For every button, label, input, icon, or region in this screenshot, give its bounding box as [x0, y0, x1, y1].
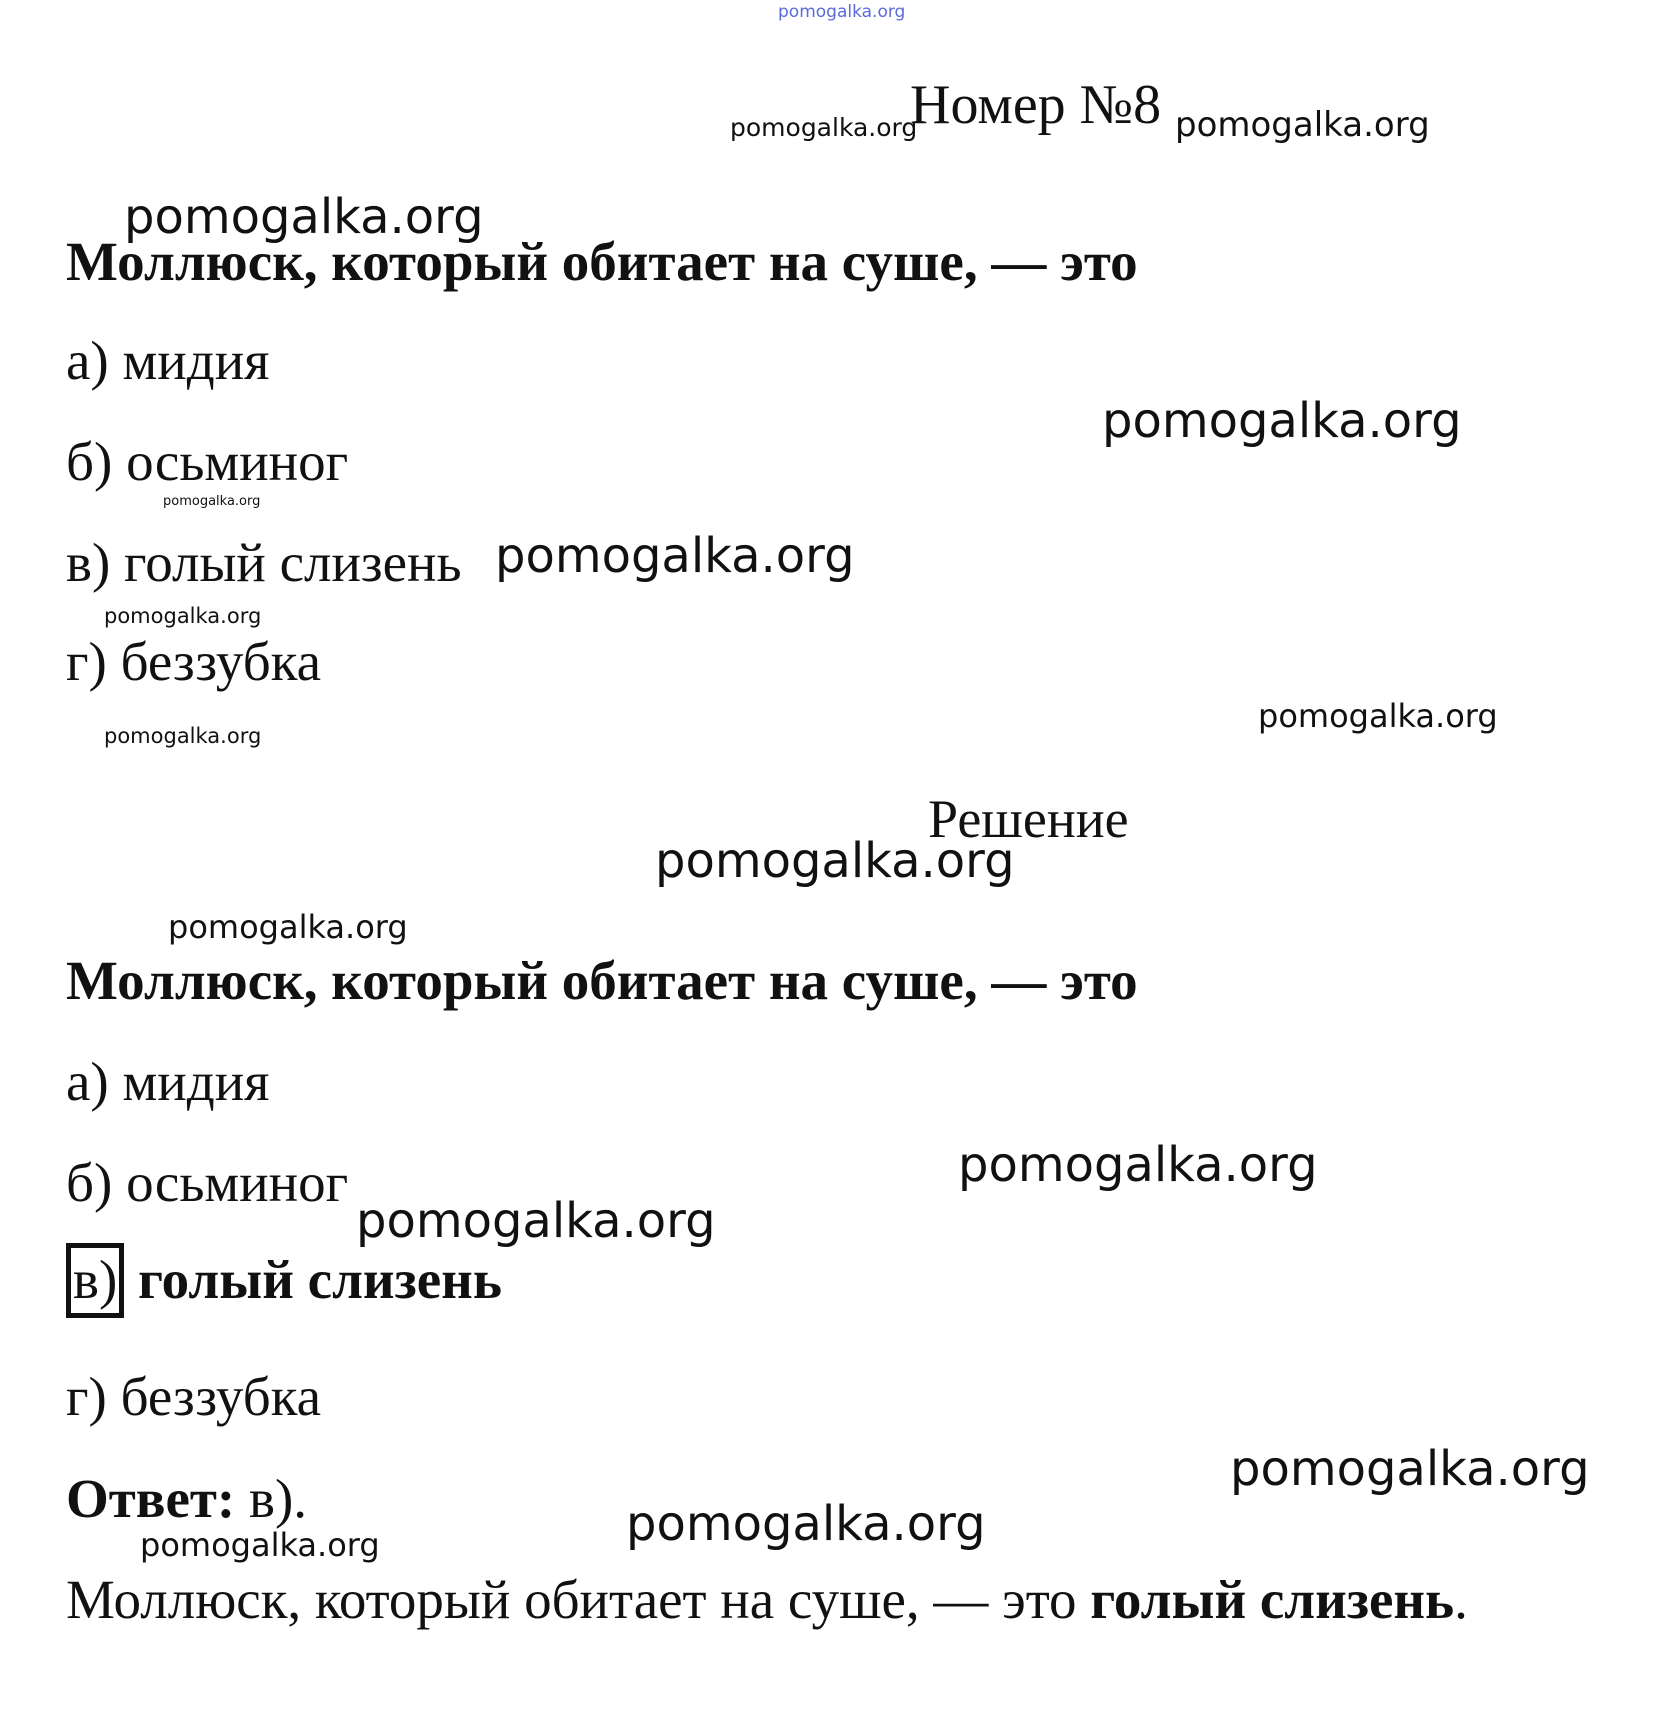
option-text: голый слизень — [138, 1249, 502, 1310]
watermark: pomogalka.org — [140, 1526, 380, 1564]
option-letter: в) — [66, 532, 111, 593]
watermark: pomogalka.org — [730, 113, 918, 142]
watermark: pomogalka.org — [655, 833, 1015, 889]
solution-option-a — [66, 1051, 270, 1112]
option-text: беззубка — [120, 1366, 321, 1427]
option-d — [66, 631, 321, 692]
option-text: осьминог — [126, 1152, 349, 1213]
question-text: Моллюск, который обитает на суше, — это — [66, 231, 1138, 292]
watermark: pomogalka.org — [356, 1193, 716, 1249]
option-letter: г) — [66, 631, 107, 692]
option-letter: б) — [66, 1152, 113, 1213]
answer-label: Ответ: — [66, 1468, 236, 1529]
option-letter: б) — [66, 431, 113, 492]
option-text: голый слизень — [124, 532, 462, 593]
solution-option-c-selected — [66, 1243, 502, 1318]
watermark: pomogalka.org — [163, 494, 261, 509]
answer-line — [66, 1468, 308, 1529]
conclusion-suffix: . — [1454, 1569, 1468, 1630]
watermark: pomogalka.org — [1230, 1441, 1590, 1497]
watermark: pomogalka.org — [124, 189, 484, 245]
option-b — [66, 431, 349, 492]
watermark: pomogalka.org — [958, 1137, 1318, 1193]
watermark: pomogalka.org — [495, 528, 855, 584]
selected-letter-box — [66, 1243, 124, 1318]
page-title: Номер №8 — [910, 74, 1162, 136]
option-letter: а) — [66, 1051, 109, 1112]
watermark: pomogalka.org — [104, 724, 262, 748]
watermark-top-link: pomogalka.org — [778, 2, 906, 22]
watermark: pomogalka.org — [1258, 697, 1498, 735]
option-text: мидия — [122, 330, 270, 391]
watermark: pomogalka.org — [168, 908, 408, 946]
option-a — [66, 330, 270, 391]
option-letter: г) — [66, 1366, 107, 1427]
answer-value: в). — [249, 1468, 308, 1529]
watermark: pomogalka.org — [1175, 105, 1430, 145]
conclusion-prefix: Моллюск, который обитает на суше, — это — [66, 1569, 1077, 1630]
conclusion-highlight: голый слизень — [1090, 1569, 1455, 1630]
solution-heading: Решение — [928, 789, 1129, 849]
option-text: осьминог — [126, 431, 349, 492]
solution-question-text: Моллюск, который обитает на суше, — это — [66, 950, 1138, 1011]
conclusion-sentence — [66, 1569, 1468, 1630]
option-letter: а) — [66, 330, 109, 391]
option-c — [66, 532, 462, 593]
option-text: беззубка — [120, 631, 321, 692]
option-text: мидия — [122, 1051, 270, 1112]
watermark: pomogalka.org — [626, 1496, 986, 1552]
option-letter: в) — [73, 1249, 118, 1310]
watermark: pomogalka.org — [104, 604, 262, 628]
solution-option-b — [66, 1152, 349, 1213]
solution-option-d — [66, 1366, 321, 1427]
watermark: pomogalka.org — [1102, 393, 1462, 449]
